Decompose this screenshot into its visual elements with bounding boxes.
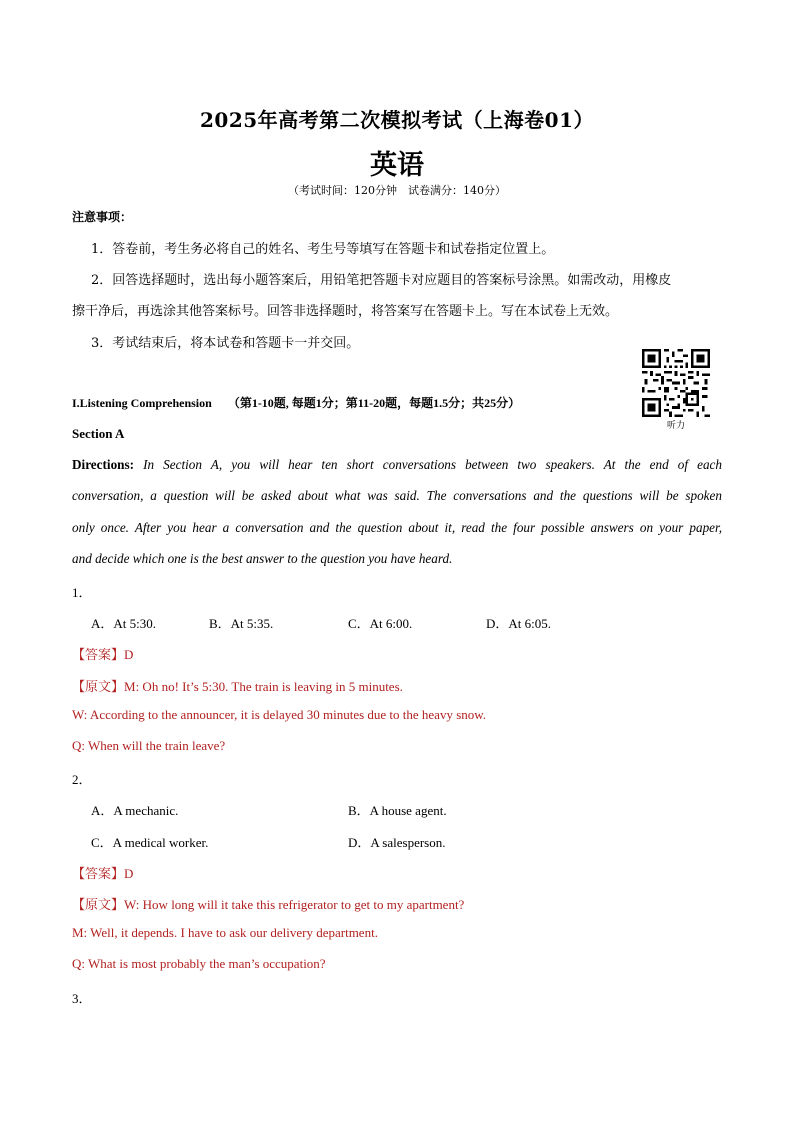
note-item: 3．考试结束后，将本试卷和答题卡一并交回。 <box>91 336 360 351</box>
option-b[interactable]: B．A house agent. <box>348 803 447 818</box>
part-title: I.Listening Comprehension <box>72 396 212 410</box>
note-item-continued: 擦干净后，再选涂其他答案标号。回答非选择题时，将答案写在答题卡上。写在本试卷上无效。 <box>72 304 619 319</box>
answer-line <box>72 863 133 882</box>
transcript-tag: 【原文】 <box>72 898 125 913</box>
option-d[interactable]: D．A salesperson. <box>348 835 446 850</box>
option-b[interactable]: B．At 5:35. <box>209 616 274 631</box>
directions-line: and decide which one is the best answer to the question you have heard. <box>72 551 453 566</box>
transcript-text: W: How long will it take this refrigerator to get to my apartment? <box>124 897 465 912</box>
answer-tag: 【答案】 <box>72 648 125 663</box>
transcript-text: Q: What is most probably the man’s occupation? <box>72 956 326 971</box>
directions-line <box>72 457 722 473</box>
part-detail: （第1-10题, 每题1分；第11-20题，每题1.5分；共25分） <box>227 396 521 410</box>
transcript-text: W: According to the announcer, it is delayed 30 minutes due to the heavy snow. <box>72 707 487 722</box>
transcript-line <box>72 894 464 913</box>
exam-title: 2025年高考第二次模拟考试（上海卷01） <box>200 108 594 132</box>
transcript-line <box>72 738 225 754</box>
answer-value: D <box>124 866 134 881</box>
option-a[interactable]: A．A mechanic. <box>91 803 179 818</box>
transcript-text: M: Well, it depends. I have to ask our delivery department. <box>72 925 378 940</box>
transcript-line <box>72 925 378 941</box>
option-c[interactable]: C．At 6:00. <box>348 616 413 631</box>
transcript-line <box>72 956 326 972</box>
note-item: 2．回答选择题时，选出每小题答案后，用铅笔把答题卡对应题目的答案标号涂黑。如需改动，用橡皮 <box>91 273 672 288</box>
notes-heading: 注意事项： <box>72 210 133 224</box>
qr-code-icon[interactable] <box>642 349 710 417</box>
directions-line: conversation, a question will be asked about what was said. The conversations and the questions will be spoken <box>72 488 722 503</box>
answer-value: D <box>124 647 134 662</box>
question-number: 2． <box>72 772 92 787</box>
answer-line <box>72 644 133 663</box>
transcript-tag: 【原文】 <box>72 680 125 695</box>
directions-text: In Section A, you will hear ten short conversations between two speakers. At the end of each <box>143 457 723 472</box>
question-number: 3． <box>72 991 92 1006</box>
transcript-line <box>72 676 403 695</box>
subject-title: 英语 <box>370 150 424 181</box>
answer-tag: 【答案】 <box>72 867 125 882</box>
transcript-line <box>72 707 486 723</box>
question-number: 1． <box>72 585 92 600</box>
note-item: 1．答卷前，考生务必将自己的姓名、考生号等填写在答题卡和试卷指定位置上。 <box>91 242 555 257</box>
option-a[interactable]: A．At 5:30. <box>91 616 157 631</box>
transcript-text: M: Oh no! It’s 5:30. The train is leaving in 5 minutes. <box>124 679 403 694</box>
part-heading <box>72 394 520 411</box>
option-c[interactable]: C．A medical worker. <box>91 835 209 850</box>
exam-info: （考试时间：120分钟 试卷满分：140分） <box>288 184 506 197</box>
section-title: Section A <box>72 426 125 441</box>
transcript-text: Q: When will the train leave? <box>72 738 226 753</box>
qr-label: 听力 <box>666 421 685 431</box>
directions-label: Directions: <box>72 457 135 472</box>
directions-line: only once. After you hear a conversation and the question about it, read the four possible answers on your paper, <box>72 520 722 535</box>
option-d[interactable]: D．At 6:05. <box>486 616 552 631</box>
